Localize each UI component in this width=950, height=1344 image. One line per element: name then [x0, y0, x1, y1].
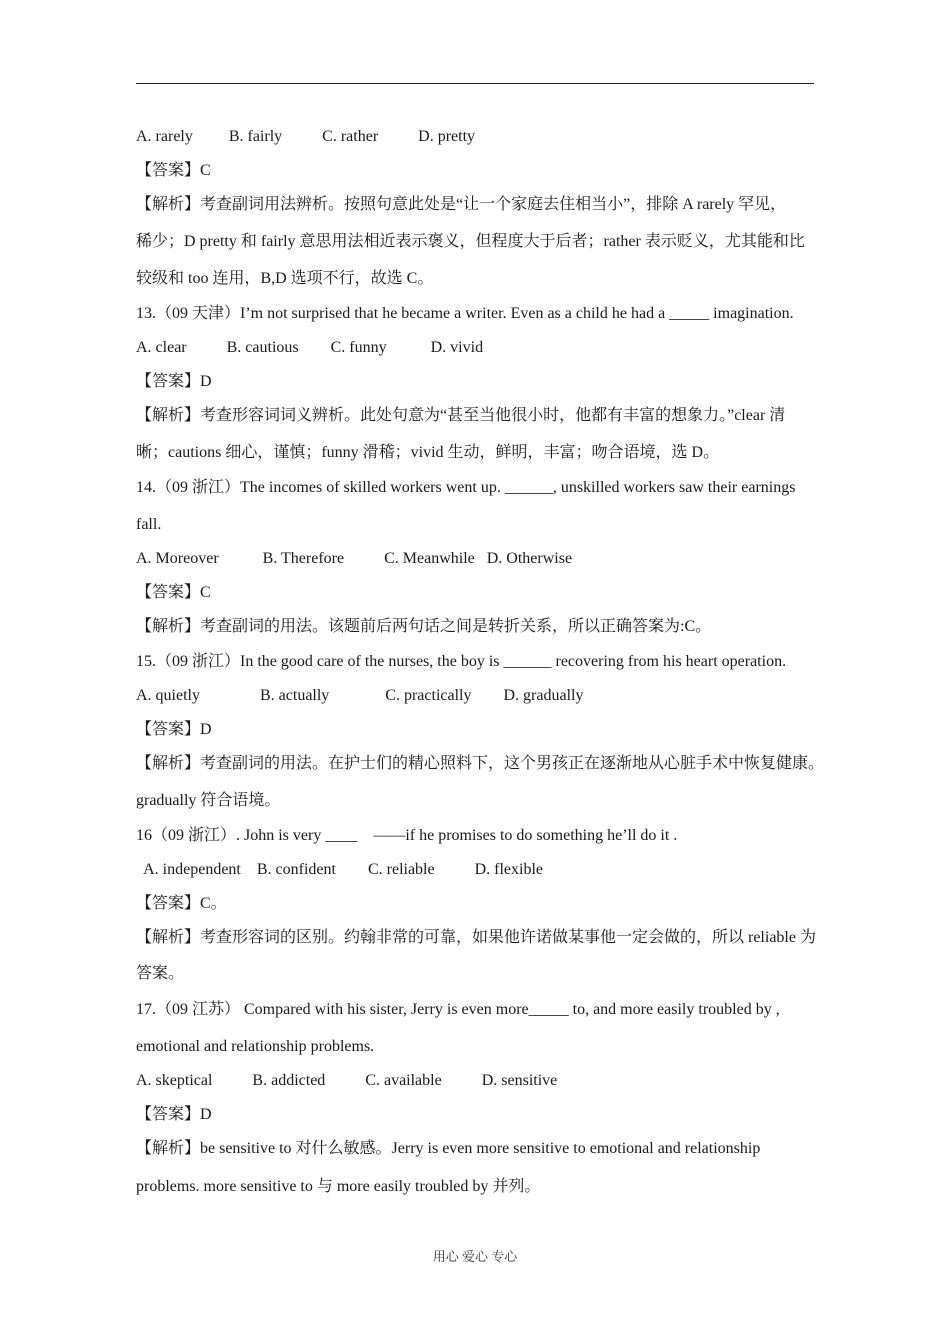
text-line: A. skeptical B. addicted C. available D. sensitive [136, 1072, 558, 1089]
text-line: 答案。 [136, 965, 185, 982]
text-line: 【答案】D [136, 721, 212, 738]
text-line: gradually 符合语境。 [136, 792, 281, 809]
text-line: A. quietly B. actually C. practically D. gradually [136, 687, 584, 704]
text-line: 【解析】考查形容词词义辨析。此处句意为“甚至当他很小时，他都有丰富的想象力。”clear 清 [136, 407, 786, 424]
text-line: A. rarely B. fairly C. rather D. pretty [136, 128, 476, 145]
text-line: fall. [136, 516, 162, 533]
text-line: 【答案】C。 [136, 895, 227, 912]
text-line: 17.（09 江苏） Compared with his sister, Jerry is even more_____ to, and more easily troubled by , [136, 1001, 780, 1018]
text-line: 15.（09 浙江）In the good care of the nurses, the boy is ______ recovering from his heart operation. [136, 653, 787, 670]
text-line: 较级和 too 连用，B,D 选项不行，故选 C。 [136, 270, 434, 287]
text-line: 晰；cautions 细心，谨慎；funny 滑稽；vivid 生动，鲜明，丰富；吻合语境，选 D。 [136, 444, 720, 461]
text-line: problems. more sensitive to 与 more easily troubled by 并列。 [136, 1178, 541, 1195]
text-line: 【解析】be sensitive to 对什么敏感。Jerry is even more sensitive to emotional and relationship [136, 1140, 761, 1157]
text-line: 【解析】考查形容词的区别。约翰非常的可靠，如果他许诺做某事他一定会做的，所以 reliable 为 [136, 929, 816, 946]
text-line: A. Moreover B. Therefore C. Meanwhile D. Otherwise [136, 550, 573, 567]
text-line: 【答案】C [136, 162, 211, 179]
header-rule [136, 83, 814, 84]
text-line: 【答案】D [136, 373, 212, 390]
text-line: A. independent B. confident C. reliable D. flexible [136, 861, 544, 878]
text-line: emotional and relationship problems. [136, 1038, 375, 1055]
text-line: 【答案】C [136, 584, 211, 601]
text-line: 【解析】考查副词的用法。在护士们的精心照料下，这个男孩正在逐渐地从心脏手术中恢复健康。 [136, 755, 825, 772]
text-line: 【解析】考查副词的用法。该题前后两句话之间是转折关系，所以正确答案为:C。 [136, 618, 712, 635]
text-line: 14.（09 浙江）The incomes of skilled workers went up. ______, unskilled workers saw their earnings [136, 479, 796, 496]
text-line: 稀少；D pretty 和 fairly 意思用法相近表示褒义，但程度大于后者；rather 表示贬义，尤其能和比 [136, 233, 805, 250]
text-line: 【答案】D [136, 1106, 212, 1123]
page-footer: 用心 爱心 专心 [432, 1249, 518, 1264]
text-line: 13.（09 天津）I’m not surprised that he became a writer. Even as a child he had a _____ imagination. [136, 305, 794, 322]
text-line: 16（09 浙江）. John is very ____ ——if he promises to do something he’ll do it . [136, 827, 678, 844]
text-line: A. clear B. cautious C. funny D. vivid [136, 339, 484, 356]
text-line: 【解析】考查副词用法辨析。按照句意此处是“让一个家庭去住相当小”，排除 A rarely 罕见， [136, 196, 787, 213]
